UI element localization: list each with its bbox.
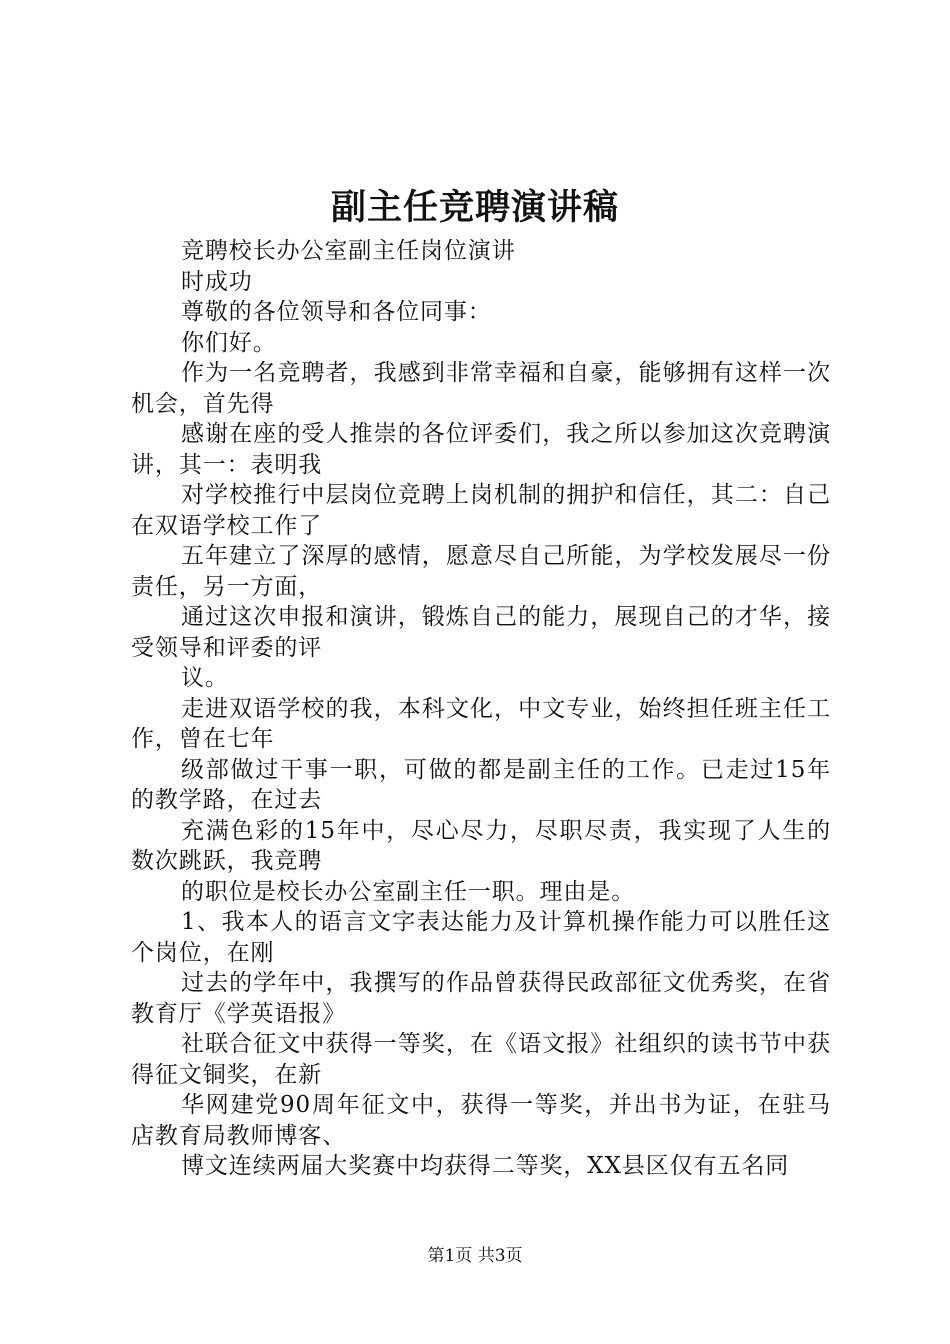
paragraph: 五年建立了深厚的感情，愿意尽自己所能，为学校发展尽一份责任，另一方面， [131,543,831,600]
paragraph: 感谢在座的受人推崇的各位评委们，我之所以参加这次竞聘演讲，其一：表明我 [131,421,831,478]
paragraph: 过去的学年中，我撰写的作品曾获得民政部征文优秀奖，在省教育厅《学英语报》 [131,970,831,1027]
paragraph: 走进双语学校的我，本科文化，中文专业，始终担任班主任工作，曾在七年 [131,695,831,752]
paragraph: 1、我本人的语言文字表达能力及计算机操作能力可以胜任这个岗位，在刚 [131,909,831,966]
document-title: 副主任竞聘演讲稿 [330,187,619,228]
paragraph: 的职位是校长办公室副主任一职。理由是。 [181,878,636,905]
document-body [131,236,831,1182]
paragraph: 时成功 [181,268,253,295]
paragraph: 华网建党90周年征文中，获得一等奖，并出书为证，在驻马店教育局教师博客、 [131,1092,831,1149]
paragraph: 你们好。 [181,329,277,356]
paragraph: 博文连续两届大奖赛中均获得二等奖，XX县区仅有五名同 [181,1153,790,1179]
paragraph: 尊敬的各位领导和各位同事： [181,299,492,325]
paragraph: 作为一名竞聘者，我感到非常幸福和自豪，能够拥有这样一次机会，首先得 [131,360,831,417]
page-number-footer: 第1页 共3页 [427,1246,523,1266]
paragraph: 竞聘校长办公室副主任岗位演讲 [181,238,516,264]
paragraph: 对学校推行中层岗位竞聘上岗机制的拥护和信任，其二：自己在双语学校工作了 [131,482,831,539]
paragraph: 社联合征文中获得一等奖，在《语文报》社组织的读书节中获得征文铜奖，在新 [131,1031,831,1088]
paragraph: 通过这次申报和演讲，锻炼自己的能力，展现自己的才华，接受领导和评委的评 [131,604,831,661]
paragraph: 充满色彩的15年中，尽心尽力，尽职尽责，我实现了人生的数次跳跃，我竞聘 [131,817,831,874]
paragraph: 议。 [181,665,229,691]
paragraph: 级部做过干事一职，可做的都是副主任的工作。已走过15年的教学路，在过去 [131,756,831,813]
